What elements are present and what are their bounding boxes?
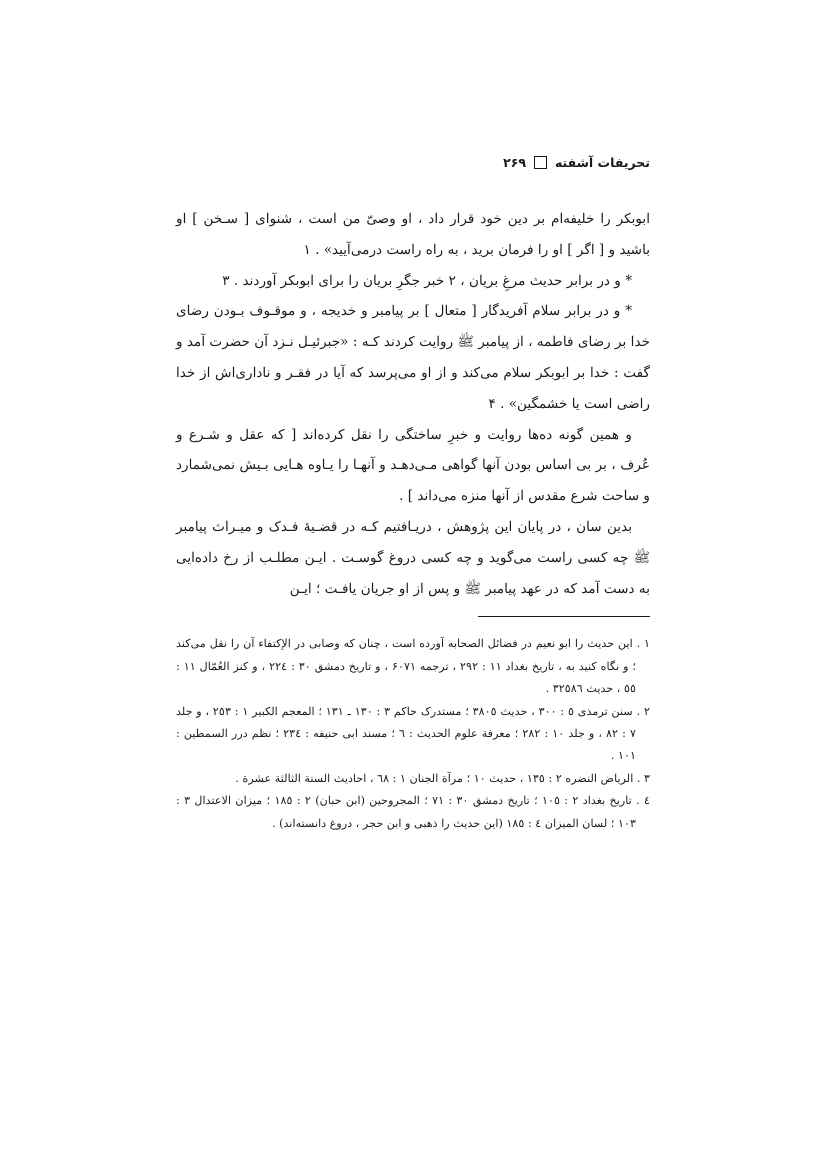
footnote: ۱ . این حدیث را ابو نعیم در فضائل الصحابه آورده است ، چنان که وصابی در الإکتفاء آن را نقل می‌کند ؛ و نگاه کنید به ، تاریخ بغداد ۱۱ : ۲۹۲ ، ترجمه ۶۰۷۱ ، و تاریخ دمشق ۳۰ : ۲۲٤ ، و کنز العُمّال ۱۱ : ٥٥ ، حدیث ۳۲٥۸٦ .	[176, 637, 650, 696]
footnote-separator	[478, 616, 650, 617]
paragraph: * و در برابر سلام آفریدگار [ متعال ] بر پیامبر و خدیجه ، و موقـوف بـودن رضای خدا بر رضای فاطمه ، از پیامبر ﷺ روایت کردند کـه : «جبرئیـل نـزد آن حضرت آمد و گفت : خدا بر ابوبکر سلام می‌کند و از او می‌پرسد که آیا در فقـر و ناداری‌اش از خدا راضی است یا خشمگین» . ۴	[176, 303, 650, 412]
running-title: تحریفات آشفته	[554, 154, 650, 170]
page-number: ۲۶۹	[503, 154, 526, 170]
book-page	[176, 150, 650, 835]
running-header	[176, 150, 650, 174]
paragraph: بدین سان ، در پایان این پژوهش ، دریـافتیم کـه در قضـیهٔ فـدک و میـراث پیامبر ﷺ چه کسی راست می‌گوید و چه کسی دروغ گوسـت . ایـن مطلـب از رخ داده‌ایی به دست آمد که در عهد پیامبر ﷺ و پس از او جریان یافـت ؛ ایـن	[176, 518, 650, 597]
footnote: ۲ . سنن ترمذی ٥ : ۳۰۰ ، حدیث ۳۸۰٥ ؛ مستدرک حاکم ۳ : ۱۳۰ ـ ۱۳۱ ؛ المعجم الکبیر ۱ : ۲٥۳ ، و جلد ۷ : ۸۲ ، و جلد ۱۰ : ۲۸۲ ؛ معرفة علوم الحدیث : ٦ ؛ مسند ابی حنیفه : ۲۳٤ ؛ نظم درر السمطین : ۱۰۱ .	[176, 704, 650, 763]
paragraph: ابوبکر را خلیفه‌ام بر دین خود قرار داد ، او وصیّ من است ، شنوای [ سـخن ] او باشید و [ اگر ] او را فرمان برید ، به راه راست درمی‌آیید» . ۱	[176, 211, 650, 258]
main-text	[176, 204, 650, 604]
paragraph: و همین گونه ده‌ها روایت و خبرِ ساختگی را نقل کرده‌اند [ که عقل و شـرع و عُرف ، بر بی اساس بودن آنها گواهی مـی‌دهـد و آنهـا را یـاوه هـایی بـیش نمی‌شمارد و ساحت شرع مقدس از آنها منزه می‌داند ] .	[176, 426, 650, 505]
footnote: ٤ . تاریخ بغداد ۲ : ۱۰٥ ؛ تاریخ دمشق ۳۰ : ۷۱ ؛ المجروحین (ابن حبان) ۲ : ۱۸٥ ؛ میزان الاعتدال ۳ : ۱۰۳ ؛ لسان المیزان ٤ : ۱۸٥ (این حدیث را ذهبی و ابن حجر ، دروغ دانسته‌اند) .	[176, 794, 651, 830]
header-box-ornament	[534, 156, 547, 169]
footnotes	[176, 633, 650, 835]
paragraph: * و در برابر حدیث مرغِ بریان ، ۲ خبر جگرِ بریان را برای ابوبکر آوردند . ۳	[222, 272, 632, 289]
footnote: ۳ . الریاض النضره ۲ : ۱۳٥ ، حدیث ۱۰ ؛ مرآة الجنان ۱ : ٦۸ ، احادیث السنة الثالثة عشرة .	[235, 771, 650, 785]
